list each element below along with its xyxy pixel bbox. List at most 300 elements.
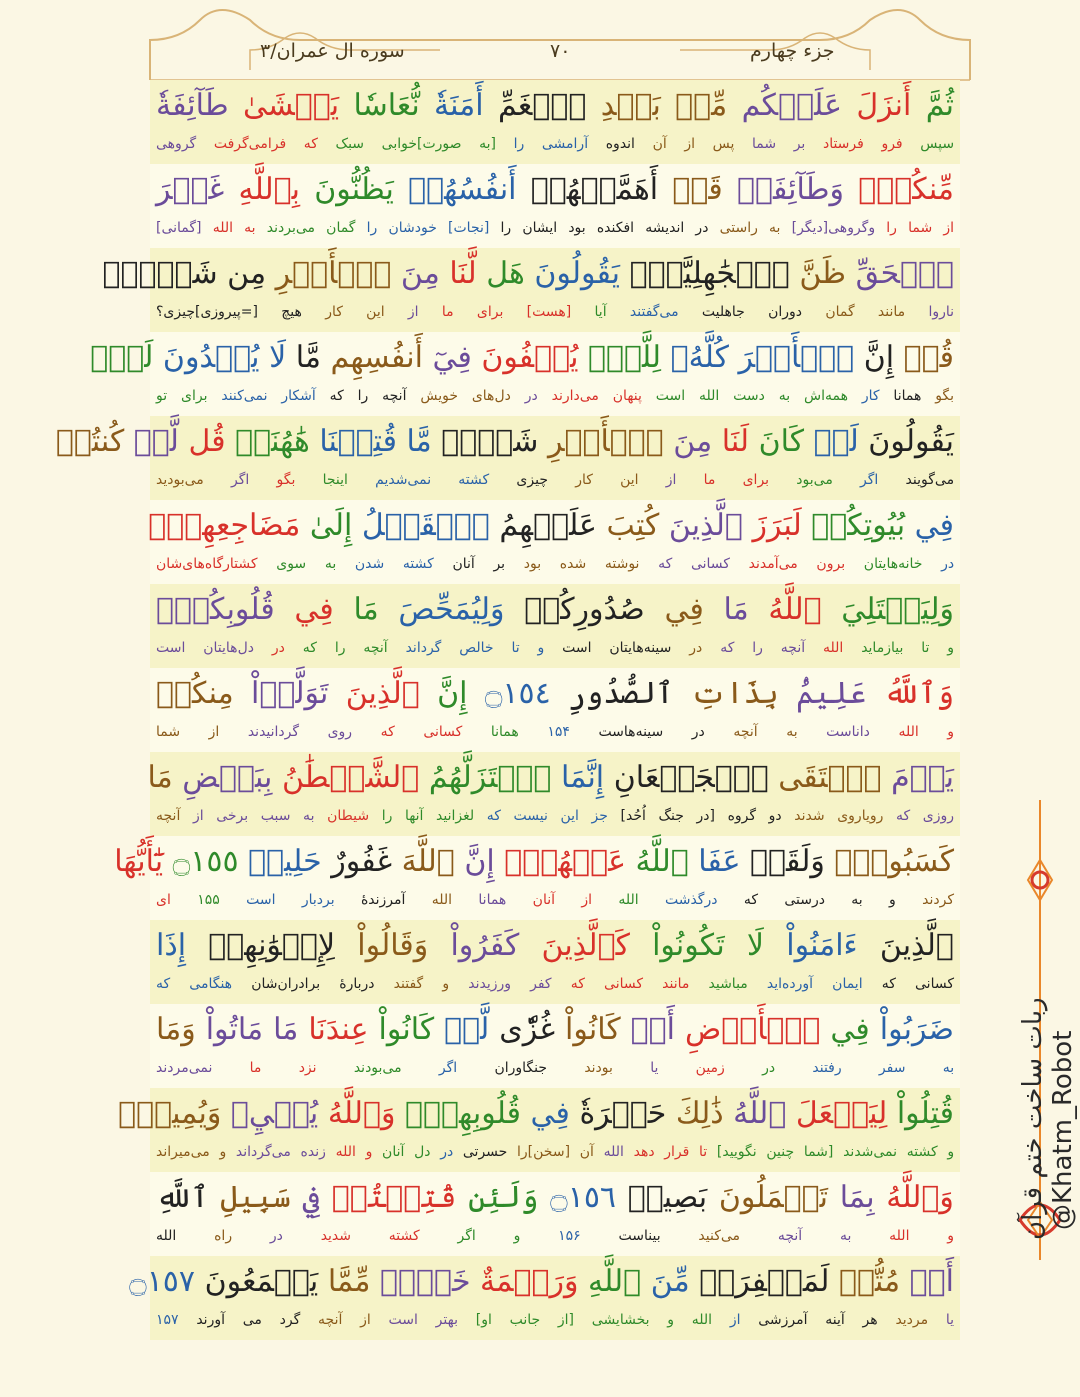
persian-word: دل‌های خویش xyxy=(420,388,511,404)
persian-word: الله xyxy=(156,1228,177,1244)
arabic-word: بِٱللَّهِ xyxy=(238,172,301,207)
arabic-line xyxy=(156,1174,954,1222)
arabic-word: قَدۡ xyxy=(672,172,723,207)
persian-word: همانا xyxy=(478,892,507,908)
persian-word: الله و بخشایشی [از جانب او] xyxy=(475,1312,713,1328)
persian-word: زمین xyxy=(695,1060,725,1076)
persian-word: مردید xyxy=(895,1312,929,1328)
persian-translation-line xyxy=(156,802,954,830)
arabic-word: مِن شَيۡءٖۗ xyxy=(102,256,267,291)
arabic-word: أَوۡ xyxy=(630,1012,675,1047)
arabic-word: مِّنۢ بَعۡدِ xyxy=(600,88,728,123)
persian-word: کفر ورزیدند xyxy=(468,976,552,992)
persian-word: دل آنان xyxy=(382,1144,431,1160)
arabic-word: مَا xyxy=(147,760,173,795)
arabic-word: مَّا قُتِلۡنَا xyxy=(319,424,432,459)
arabic-word: ٱلۡأَرۡضِ xyxy=(684,1012,821,1047)
verse-row xyxy=(90,332,960,416)
arabic-word: مُتُّمۡ xyxy=(838,1264,901,1299)
arabic-word: وَلَقَدۡ xyxy=(750,844,825,879)
persian-word: همانا xyxy=(893,388,922,404)
arabic-word: ٱلَّذِينَ xyxy=(879,928,954,963)
persian-word: که فرامی‌گرفت xyxy=(213,136,318,152)
arabic-word: قُلۡ xyxy=(903,340,954,375)
persian-translation-line xyxy=(156,550,954,578)
persian-word: هنگامی که xyxy=(156,976,233,992)
arabic-word: ٱللَّهُ xyxy=(733,1096,787,1131)
persian-word: آنچه را که xyxy=(329,388,407,404)
arabic-word: لَّوۡ xyxy=(133,424,179,459)
arabic-word: أَوۡ xyxy=(909,1264,954,1299)
persian-word: پس از آن xyxy=(652,136,735,152)
arabic-word: لِلَّهِۗ xyxy=(587,340,662,375)
arabic-word: قُتِلُواْ xyxy=(896,1096,954,1131)
arabic-word: يُخۡفُونَ xyxy=(481,340,579,375)
arabic-word: إِنَّ xyxy=(437,676,468,711)
persian-word: کار xyxy=(861,388,880,404)
arabic-word: ٱللَّهِ xyxy=(156,1180,209,1215)
arabic-word: كَٱلَّذِينَ xyxy=(541,928,630,963)
arabic-word: أَنزَلَ xyxy=(856,88,912,123)
persian-word: آمرزندهٔ xyxy=(360,892,406,908)
persian-translation-line xyxy=(156,718,954,746)
persian-word: دل‌هایتان است xyxy=(156,640,254,656)
persian-word: برای ما xyxy=(703,472,770,488)
arabic-word: غُزّٗى xyxy=(499,1012,556,1047)
arabic-word: هَل xyxy=(486,256,525,291)
arabic-word: كَانَ xyxy=(758,424,805,459)
persian-word: و الله xyxy=(889,1228,955,1244)
arabic-word: عَلَيۡهِمُ xyxy=(499,508,597,543)
arabic-word: وَطَآئِفَةٞ xyxy=(736,172,845,207)
persian-word: در xyxy=(941,556,955,572)
persian-word: به راستی xyxy=(719,220,781,236)
persian-word: روی گردانیدند xyxy=(247,724,353,740)
persian-word: کشتارگاه‌های‌شان xyxy=(156,556,258,572)
arabic-word: وَرَحۡمَةٌ xyxy=(480,1264,579,1299)
arabic-word: ۝١٥٤ xyxy=(484,676,551,711)
arabic-word: خَيۡرٞ xyxy=(379,1264,471,1299)
persian-word: می‌گفتند xyxy=(629,304,679,320)
arabic-word: مَا مَاتُواْ xyxy=(205,1012,299,1047)
arabic-line xyxy=(156,586,954,634)
persian-word: خانه‌هایتان xyxy=(863,556,923,572)
arabic-word: ٱلۡتَقَى xyxy=(778,760,882,795)
arabic-word: يَٰٓأَيُّهَا xyxy=(114,844,164,879)
arabic-word: وَقَالُواْ xyxy=(357,928,429,963)
arabic-word: ذَٰلِكَ xyxy=(675,1096,724,1131)
persian-word: ای xyxy=(156,892,171,908)
arabic-word: تَعۡمَلُونَ xyxy=(718,1180,829,1215)
arabic-word: حَسۡرَةٗ xyxy=(579,1096,667,1131)
arabic-word: لَوۡ xyxy=(813,424,859,459)
arabic-word: قُلُوبِكُمۡۗ xyxy=(156,592,275,627)
arabic-word: مِنَ xyxy=(400,256,440,291)
arabic-word: كُنتُمۡ xyxy=(55,424,125,459)
arabic-word: فِي xyxy=(914,508,954,543)
arabic-word: ٱللَّهُ xyxy=(635,844,689,879)
persian-word: داناست xyxy=(826,724,870,740)
arabic-word: وَيُمِيتُۗ xyxy=(118,1096,222,1131)
arabic-word: عَنۡهُمۡۗ xyxy=(504,844,626,879)
arabic-word: ۝١٥٥ xyxy=(172,844,239,879)
arabic-line xyxy=(156,922,954,970)
persian-word: الله xyxy=(823,640,844,656)
persian-word: اگر xyxy=(860,472,879,488)
arabic-word: صُدُورِكُمۡ xyxy=(524,592,645,627)
persian-word: آیا xyxy=(594,304,607,320)
verse-row xyxy=(55,416,960,500)
persian-translation-line xyxy=(156,634,954,662)
arabic-word: ٱلۡأَمۡرِ xyxy=(275,256,392,291)
arabic-word: عِندَنَا xyxy=(308,1012,369,1047)
persian-word: نمی‌مردند xyxy=(156,1060,213,1076)
persian-word: به سوی xyxy=(276,556,337,572)
verse-row xyxy=(114,836,960,920)
page-number: ۷۰ xyxy=(550,40,571,62)
persian-word: همانا xyxy=(490,724,519,740)
persian-word: به آنچه xyxy=(777,1228,852,1244)
persian-word: مانند گمان xyxy=(825,304,906,320)
persian-word: این کار xyxy=(325,304,385,320)
persian-word: شیطان xyxy=(327,808,370,824)
persian-word: ۱۵۶ xyxy=(558,1228,581,1244)
persian-translation-line xyxy=(156,214,954,242)
persian-word: مباشید xyxy=(708,976,748,992)
persian-word: بگو xyxy=(935,388,955,404)
persian-word: [نجات] خودشان را xyxy=(366,220,490,236)
juz-label: جزء چهارم xyxy=(750,40,835,62)
persian-word: لغزانید آنها را xyxy=(381,808,475,824)
persian-word: به سفر رفتند xyxy=(812,1060,955,1076)
arabic-line xyxy=(156,670,954,718)
persian-word: از آنان xyxy=(532,892,592,908)
arabic-word: يَقُولُونَ xyxy=(534,256,621,291)
persian-word: می‌کنید xyxy=(698,1228,741,1244)
arabic-word: تَوَلَّوۡاْ xyxy=(251,676,329,711)
arabic-word: وَمَا xyxy=(156,1012,196,1047)
arabic-word: أَنفُسُهُمۡ xyxy=(408,172,517,207)
persian-word: بهتر است xyxy=(388,1312,458,1328)
arabic-word: ٱلۡجَمۡعَانِ xyxy=(613,760,769,795)
arabic-word: وَٱللَّهُ xyxy=(883,676,955,711)
persian-word: در xyxy=(271,640,285,656)
arabic-word: لَا تَكُونُواْ xyxy=(652,928,765,963)
arabic-word: هَٰهُنَاۗ xyxy=(235,424,310,459)
persian-word: حسرتی xyxy=(462,1144,508,1160)
arabic-word: لَنَا xyxy=(721,424,750,459)
persian-word: در اندیشه افکنده بود ایشان را xyxy=(500,220,709,236)
arabic-word: وَٱللَّهُ xyxy=(886,1180,954,1215)
arabic-word: ٱللَّهَ xyxy=(401,844,455,879)
persian-word: بر آنان xyxy=(452,556,506,572)
arabic-word: كَسَبُواْۖ xyxy=(834,844,954,879)
persian-word: ناروا xyxy=(928,304,955,320)
arabic-word: فِي xyxy=(302,1180,320,1215)
persian-word: و به درستی که xyxy=(743,892,896,908)
arabic-word: وَلِيُمَحِّصَ xyxy=(398,592,505,627)
arabic-word: ٱلَّذِينَ xyxy=(668,508,743,543)
arabic-word: بِذَاتِ xyxy=(690,676,779,711)
persian-word: اینجا xyxy=(322,472,348,488)
arabic-word: إِنَّ xyxy=(464,844,495,879)
persian-word: وگروهی[دیگر] xyxy=(791,220,876,236)
arabic-word: فِي xyxy=(664,592,704,627)
persian-word: در xyxy=(440,1144,454,1160)
persian-word: سپس xyxy=(920,136,955,152)
arabic-word: مَضَاجِعِهِمۡۖ xyxy=(148,508,301,543)
arabic-word: عَفَا xyxy=(698,844,741,879)
arabic-word: كَفَرُواْ xyxy=(450,928,520,963)
verse-row xyxy=(150,80,960,164)
verse-row xyxy=(150,1172,960,1256)
arabic-word: لَبَرَزَ xyxy=(752,508,802,543)
arabic-word: ٱلۡأَمۡرَ كُلَّهُۥ xyxy=(670,340,855,375)
persian-word: به آنچه xyxy=(733,724,798,740)
arabic-word: فِي xyxy=(294,592,334,627)
persian-translation-line xyxy=(156,130,954,158)
arabic-word: حَلِيمٞ xyxy=(248,844,322,879)
arabic-word: يَوۡمَ xyxy=(891,760,954,795)
verse-row xyxy=(150,1004,960,1088)
persian-word: از xyxy=(729,1312,741,1328)
arabic-word: أَمَنَةٗ xyxy=(434,88,484,123)
verse-row xyxy=(129,1256,960,1340)
arabic-line xyxy=(156,1006,954,1054)
arabic-line xyxy=(148,502,954,550)
persian-word: کردند xyxy=(922,892,955,908)
arabic-word: فِي xyxy=(830,1012,870,1047)
arabic-word: ٱلۡحَقِّ xyxy=(855,256,954,291)
persian-word: جز این نیست که xyxy=(486,808,608,824)
arabic-word: ٱلۡقَتۡلُ xyxy=(361,508,490,543)
persian-word: [هست] برای ما xyxy=(441,304,572,320)
arabic-word: ۝١٥٧ xyxy=(129,1264,196,1299)
persian-word: این کار xyxy=(575,472,639,488)
persian-word: می‌بودید xyxy=(156,472,204,488)
persian-word: راه xyxy=(214,1228,233,1244)
arabic-line xyxy=(114,838,954,886)
persian-translation-line xyxy=(156,298,954,326)
arabic-word: لَّوۡ xyxy=(444,1012,490,1047)
persian-word: کشته نمی‌شدیم xyxy=(375,472,490,488)
arabic-word: لِيَجۡعَلَ xyxy=(795,1096,888,1131)
persian-word: آنچه xyxy=(156,808,181,824)
persian-word: بگو xyxy=(276,472,296,488)
arabic-word: ٱلَّذِينَ xyxy=(345,676,420,711)
arabic-line xyxy=(129,1258,954,1306)
arabic-word: ٱلصُّدُورِ xyxy=(568,676,674,711)
persian-word: تا قرار دهد xyxy=(633,1144,708,1160)
persian-word: می‌گویند xyxy=(905,472,955,488)
arabic-word: إِنَّمَا xyxy=(560,760,605,795)
arabic-word: لَا يُبۡدُونَ xyxy=(162,340,287,375)
persian-word: کسانی که xyxy=(881,976,954,992)
arabic-word: مِّنَ xyxy=(650,1264,690,1299)
persian-word: دو گروه [در جنگ اُحُد] xyxy=(620,808,782,824)
persian-word: کسانی که xyxy=(380,724,463,740)
persian-word: به سبب برخی از xyxy=(192,808,315,824)
persian-word: درگذشت xyxy=(664,892,718,908)
arabic-word: مِّنكُمۡۖ xyxy=(858,172,954,207)
arabic-line xyxy=(156,166,954,214)
arabic-word: يَغۡشَىٰ xyxy=(242,88,340,123)
persian-word: برون می‌آمدند xyxy=(748,556,846,572)
arabic-word: إِذَا xyxy=(156,928,187,963)
persian-translation-line xyxy=(156,1222,954,1250)
persian-word: و الله xyxy=(898,724,955,740)
arabic-word: ۝١٥٦ xyxy=(550,1180,617,1215)
persian-word: پنهان می‌دارند xyxy=(551,388,642,404)
arabic-word: مِّمَّا xyxy=(327,1264,371,1299)
persian-translation-line xyxy=(156,382,954,410)
arabic-word: ٱلۡجَٰهِلِيَّةِۖ xyxy=(629,256,790,291)
arabic-line xyxy=(156,82,954,130)
arabic-word: فِيٓ xyxy=(432,340,472,375)
arabic-word: مِنكُمۡ xyxy=(156,676,234,711)
persian-word: در xyxy=(689,640,703,656)
persian-word: بیناست xyxy=(618,1228,661,1244)
persian-word: از xyxy=(407,304,419,320)
arabic-word: يَظُنُّونَ xyxy=(314,172,394,207)
persian-word: زنده می‌گرداند xyxy=(235,1144,326,1160)
arabic-word: ظَنَّ xyxy=(799,256,847,291)
persian-word: در xyxy=(524,388,538,404)
persian-word: چیزی xyxy=(516,472,548,488)
persian-word: آنچه را که xyxy=(302,640,388,656)
persian-word: بودند xyxy=(584,1060,613,1076)
persian-word: ۱۵۴ xyxy=(547,724,570,740)
verse-row xyxy=(102,248,960,332)
arabic-word: مَا xyxy=(353,592,379,627)
persian-word: دوران جاهلیت xyxy=(701,304,803,320)
arabic-word: ءَامَنُواْ xyxy=(786,928,858,963)
persian-translation-line xyxy=(156,466,954,494)
persian-word: کشته شدن xyxy=(354,556,434,572)
arabic-word: طَآئِفَةٗ xyxy=(156,88,229,123)
persian-translation-line xyxy=(156,1138,954,1166)
verse-row xyxy=(147,752,960,836)
persian-word: اگر xyxy=(231,472,250,488)
persian-word: گروهی xyxy=(156,136,197,152)
persian-word: هیچ [=پیروزی]چیزی؟ xyxy=(156,304,302,320)
persian-word: آرامشی را xyxy=(513,136,589,152)
persian-word: از شما را xyxy=(886,220,955,236)
arabic-word: وَلَئِن xyxy=(468,1180,539,1215)
persian-word: کسانی که xyxy=(658,556,730,572)
arabic-word: كُتِبَ xyxy=(606,508,660,543)
persian-word: الله xyxy=(618,892,639,908)
persian-word: دربارهٔ برادران‌شان xyxy=(251,976,375,992)
arabic-word: قُل xyxy=(188,424,226,459)
arabic-word: ضَرَبُواْ xyxy=(879,1012,954,1047)
persian-word: و الله xyxy=(335,1144,373,1160)
persian-word: آشکار نمی‌کنند xyxy=(221,388,316,404)
persian-word: گرد می آورند xyxy=(196,1312,301,1328)
arabic-line xyxy=(90,334,954,382)
arabic-word: مِنَ xyxy=(673,424,713,459)
arabic-word: كَانُواْ xyxy=(565,1012,621,1047)
arabic-word: سَبِيلِ xyxy=(220,1180,291,1215)
persian-word: اندوه xyxy=(605,136,635,152)
persian-word: آنچه را که xyxy=(720,640,806,656)
arabic-line xyxy=(55,418,954,466)
persian-word: فرو فرستاد xyxy=(822,136,903,152)
persian-word: و اگر xyxy=(457,1228,521,1244)
persian-word: ایمان آورده‌اید xyxy=(766,976,863,992)
persian-translation-line xyxy=(156,886,954,914)
persian-word: ۱۵۷ xyxy=(156,1312,179,1328)
persian-word: رویاروی شدند xyxy=(794,808,884,824)
arabic-word: لَكَۖ xyxy=(90,340,154,375)
persian-word: یا xyxy=(650,1060,659,1076)
persian-word: الله xyxy=(603,1144,624,1160)
persian-word: یا xyxy=(945,1312,955,1328)
persian-word: کشته شدید xyxy=(320,1228,420,1244)
arabic-word: غَيۡرَ xyxy=(156,172,225,207)
persian-word: روزی که xyxy=(895,808,954,824)
persian-word: اگر xyxy=(438,1060,458,1076)
arabic-line xyxy=(102,250,954,298)
verse-row xyxy=(150,500,960,584)
persian-word: در xyxy=(269,1228,283,1244)
persian-word: جنگاوران xyxy=(494,1060,548,1076)
persian-word: از xyxy=(665,472,677,488)
arabic-word: نُّعَاسٗا xyxy=(353,88,420,123)
arabic-word: وَلِيَبۡتَلِيَ xyxy=(841,592,954,627)
arabic-word: ٱلۡأَمۡرِ xyxy=(547,424,664,459)
surah-label: سوره ال عمران/۳ xyxy=(260,40,405,62)
arabic-word: وَٱللَّهُ xyxy=(327,1096,396,1131)
persian-word: [گمانی] xyxy=(156,220,202,236)
persian-word: از شما xyxy=(156,724,220,740)
verse-row xyxy=(150,668,960,752)
arabic-word: ٱللَّهِ xyxy=(588,1264,642,1299)
persian-word: سینه‌هایتان است xyxy=(562,640,672,656)
persian-word: به الله xyxy=(212,220,256,236)
persian-word: آن [سخن]را xyxy=(517,1144,594,1160)
verse-row xyxy=(150,920,960,1004)
arabic-word: يَقُولُونَ xyxy=(868,424,954,459)
persian-word: در سینه‌هاست xyxy=(598,724,705,740)
arabic-word: لَمَغۡفِرَةٞ xyxy=(699,1264,830,1299)
arabic-word: قُتِلۡتُمۡ xyxy=(331,1180,457,1215)
persian-word: [به صورت]خوابی سبک xyxy=(335,136,496,152)
persian-word: و تا خالص گرداند xyxy=(405,640,545,656)
arabic-word: ثُمَّ xyxy=(925,88,955,123)
persian-word: و کشته نمی‌شدند [شما چنین نگویید] xyxy=(716,1144,955,1160)
persian-word: و تا بیازماید xyxy=(861,640,955,656)
persian-word: و گفتند xyxy=(393,976,450,992)
arabic-word: عَلِيمُۢ xyxy=(796,676,867,711)
arabic-word: إِنَّ xyxy=(863,340,895,375)
arabic-word: فِي xyxy=(530,1096,570,1131)
page-header xyxy=(140,0,980,82)
arabic-word: لَّنَا xyxy=(449,256,477,291)
side-banner-title: ربات ساخت ختم قرآن xyxy=(1018,997,1048,1240)
persian-word: بر شما xyxy=(752,136,806,152)
persian-word: گمان می‌بردند xyxy=(266,220,356,236)
arabic-line xyxy=(147,754,954,802)
persian-word: از آنچه xyxy=(318,1312,371,1328)
arabic-word: مَّا xyxy=(295,340,321,375)
persian-word: و می‌میراند xyxy=(156,1144,227,1160)
arabic-word: غَفُورٌ xyxy=(331,844,393,879)
arabic-word: لِإِخۡوَٰنِهِمۡ xyxy=(208,928,336,963)
arabic-word: إِلَىٰ xyxy=(309,508,353,543)
side-banner-handle: @Khatm_Robot xyxy=(1048,1030,1078,1230)
persian-word: همه‌اش به دست الله است xyxy=(655,388,848,404)
